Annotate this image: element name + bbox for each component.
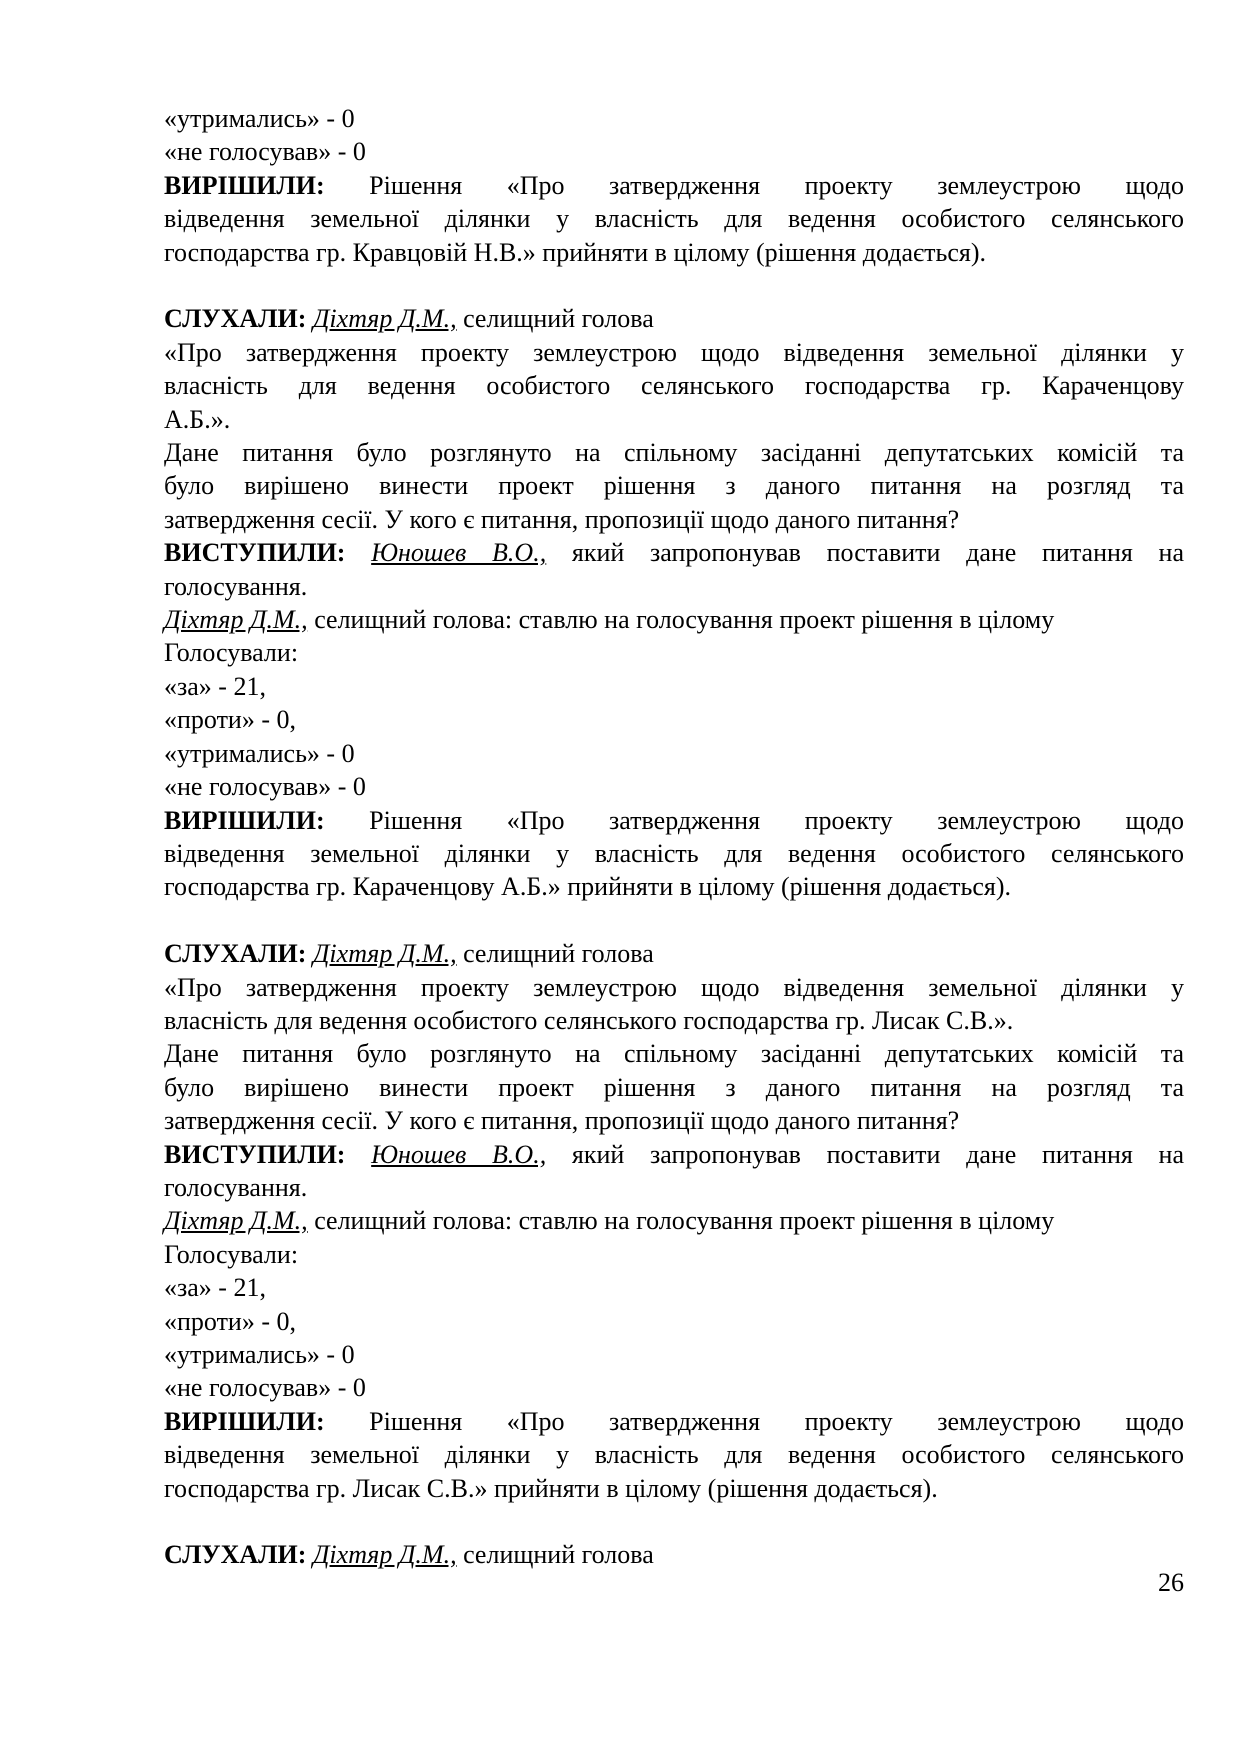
vote-for: «за» - 21,	[164, 671, 266, 701]
vote-abstained: «утримались» - 0	[164, 104, 355, 133]
spoke-label: ВИСТУПИЛИ:	[164, 1139, 346, 1169]
proposer-name: Юношев В.О.,	[371, 1139, 547, 1169]
topic-2-line-3: А.Б.».	[164, 404, 231, 434]
vote-heading: Голосували:	[164, 1239, 299, 1269]
vote-not-voted: «не голосував» - 0	[164, 1373, 366, 1403]
speaker-role: селищний голова	[463, 939, 654, 969]
section-gap	[164, 1505, 1184, 1538]
vote-not-voted: «не голосував» - 0	[164, 772, 366, 802]
decided-label: ВИРІШИЛИ:	[164, 170, 325, 200]
discussion-line-2: було вирішено винести проект рішення з даного питання на розгляд та	[164, 1072, 1184, 1102]
spoke-line	[164, 1138, 1184, 1171]
discussion-line-1: Дане питання було розглянуто на спільному засіданні депутатських комісій та	[164, 1039, 1184, 1069]
heard-label: СЛУХАЛИ:	[164, 1540, 307, 1570]
decision-2-line-1	[164, 804, 1184, 837]
decision-3-line-1	[164, 1405, 1184, 1438]
heard-line	[164, 1538, 1184, 1571]
vote-against: «проти» - 0,	[164, 705, 297, 735]
decision-3-line-3: господарства гр. Лисак С.В.» прийняти в цілому (рішення додається).	[164, 1473, 938, 1503]
discussion-line-1: Дане питання було розглянуто на спільному засіданні депутатських комісій та	[164, 438, 1184, 468]
decision-1-line-3: господарства гр. Кравцовій Н.В.» прийняти в цілому (рішення додається).	[164, 237, 987, 267]
decision-text: Рішення «Про затвердження проекту землеустрою щодо	[369, 1406, 1184, 1436]
decision-text: Рішення «Про затвердження проекту землеустрою щодо	[369, 170, 1184, 200]
proposer-text-end: голосування.	[164, 1172, 308, 1202]
decision-3-line-2: відведення земельної ділянки у власність для ведення особистого селянського	[164, 1440, 1184, 1470]
page-number: 26	[1158, 1568, 1184, 1597]
proposer-text: який запропонував поставити дане питання на	[571, 538, 1184, 568]
topic-2-line-2: власність для ведення особистого селянського господарства гр. Караченцову	[164, 371, 1184, 401]
topic-3-line-1: «Про затвердження проекту землеустрою щодо відведення земельної ділянки у	[164, 972, 1184, 1002]
document-page	[164, 102, 1184, 1572]
speaker-name: Діхтяр Д.М.,	[312, 939, 457, 969]
heard-label: СЛУХАЛИ:	[164, 939, 307, 969]
heard-label: СЛУХАЛИ:	[164, 304, 307, 334]
vote-abstained: «утримались» - 0	[164, 1340, 355, 1369]
decided-label: ВИРІШИЛИ:	[164, 805, 325, 835]
speaker-name: Діхтяр Д.М.,	[164, 605, 308, 635]
section-gap	[164, 269, 1184, 302]
decision-text: Рішення «Про затвердження проекту землеустрою щодо	[369, 805, 1184, 835]
speaker-role: селищний голова	[463, 1540, 654, 1570]
vote-not-voted: «не голосував» - 0	[164, 137, 366, 167]
chair-text: селищний голова: ставлю на голосування проект рішення в цілому	[314, 1206, 1055, 1236]
proposer-text: який запропонував поставити дане питання на	[571, 1139, 1184, 1169]
heard-line	[164, 937, 1184, 970]
discussion-line-3: затвердження сесії. У кого є питання, пропозиції щодо даного питання?	[164, 1106, 960, 1136]
vote-abstained: «утримались» - 0	[164, 738, 355, 768]
decision-1-line-2: відведення земельної ділянки у власність для ведення особистого селянського	[164, 204, 1184, 234]
speaker-name: Діхтяр Д.М.,	[164, 1206, 308, 1236]
spoke-label: ВИСТУПИЛИ:	[164, 538, 346, 568]
section-gap	[164, 904, 1184, 937]
proposer-name: Юношев В.О.,	[371, 538, 547, 568]
proposer-text-end: голосування.	[164, 571, 308, 601]
vote-against: «проти» - 0,	[164, 1306, 297, 1336]
decision-1-line-1	[164, 169, 1184, 202]
speaker-name: Діхтяр Д.М.,	[312, 304, 457, 334]
decided-label: ВИРІШИЛИ:	[164, 1406, 325, 1436]
speaker-name: Діхтяр Д.М.,	[312, 1540, 457, 1570]
discussion-line-3: затвердження сесії. У кого є питання, пропозиції щодо даного питання?	[164, 504, 960, 534]
vote-for: «за» - 21,	[164, 1273, 266, 1303]
chair-line	[164, 1204, 1184, 1237]
spoke-line	[164, 536, 1184, 569]
speaker-role: селищний голова	[463, 304, 654, 334]
heard-line	[164, 302, 1184, 335]
decision-2-line-2: відведення земельної ділянки у власність для ведення особистого селянського	[164, 838, 1184, 868]
chair-text: селищний голова: ставлю на голосування проект рішення в цілому	[314, 605, 1055, 635]
discussion-line-2: було вирішено винести проект рішення з даного питання на розгляд та	[164, 471, 1184, 501]
topic-2-line-1: «Про затвердження проекту землеустрою щодо відведення земельної ділянки у	[164, 337, 1184, 367]
vote-heading: Голосували:	[164, 638, 299, 668]
chair-line	[164, 603, 1184, 636]
decision-2-line-3: господарства гр. Караченцову А.Б.» прийняти в цілому (рішення додається).	[164, 872, 1012, 902]
topic-3-line-2: власність для ведення особистого селянського господарства гр. Лисак С.В.».	[164, 1005, 1014, 1035]
